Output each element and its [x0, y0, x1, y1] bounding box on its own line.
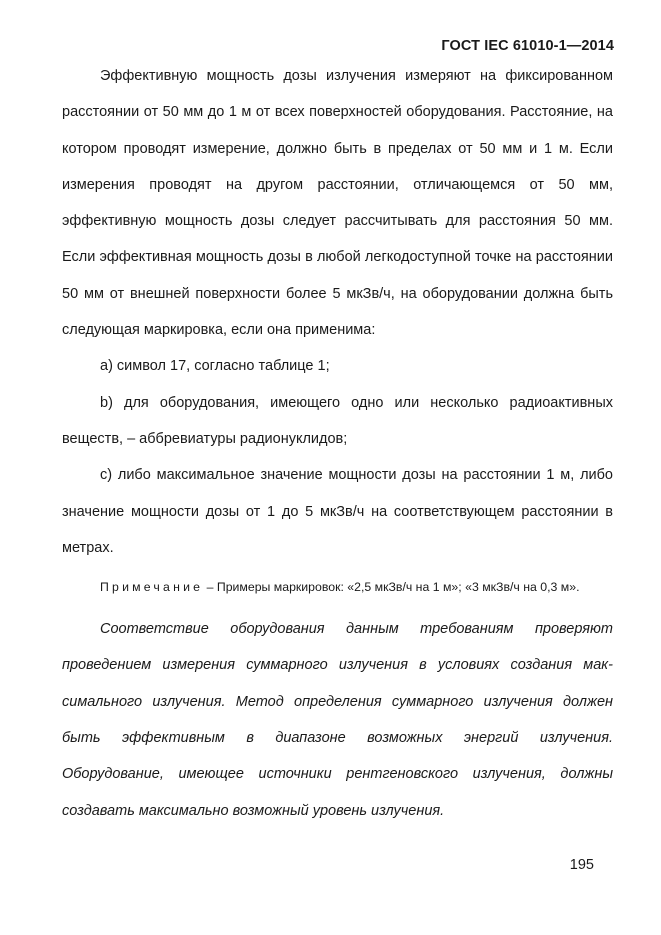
page-number: 195 [569, 857, 594, 873]
list-item-b: b) для оборудования, имеющего одно или несколько радиоактивных веществ, – аббревиатуры радионуклидов; [62, 394, 613, 447]
note-text: – Примеры маркировок: «2,5 мкЗв/ч на 1 м»; «3 мкЗв/ч на 0,3 м». [203, 580, 580, 595]
list-item-a: a) символ 17, согласно таблице 1; [100, 358, 330, 375]
note-label: Примечание [100, 580, 204, 595]
list-item-c: c) либо максимальное значение мощности дозы на расстоянии 1 м, либо значение мощности дозы от 1 до 5 мкЗв/ч на соответствующем расстоянии в метрах. [62, 467, 613, 556]
note [62, 571, 613, 603]
page-body [62, 58, 613, 829]
paragraph-compliance-check: Соответствие оборудования данным требованиям проверяют проведением измерения суммарного излучения в условиях создания максимального излучения. Метод определения суммарного излучения должен быть эффективным в диапазоне возможных энергий излучения. Оборудование, имеющее источники рентгеновского излучения, должны создавать максимально возможный уровень излучения. [62, 621, 613, 819]
paragraph-dose-measurement: Эффективную мощность дозы излучения измеряют на фиксированном расстоянии от 50 мм до 1 м от всех поверхностей оборудования. Расстояние, на котором проводят измерение, должно быть в пределах от 50 мм и 1 м. Если измерения проводят на другом расстоянии, отличающемся от 50 мм, эффективную мощность дозы следует рассчитывать для расстояния 50 мм. Если эффективная мощность дозы в любой легкодоступной точке на расстоянии 50 мм от внешней поверхности более 5 мкЗв/ч, на оборудовании должна быть следующая маркировка, если она применима: [62, 68, 613, 339]
document-header: ГОСТ IEC 61010-1—2014 [441, 38, 614, 54]
